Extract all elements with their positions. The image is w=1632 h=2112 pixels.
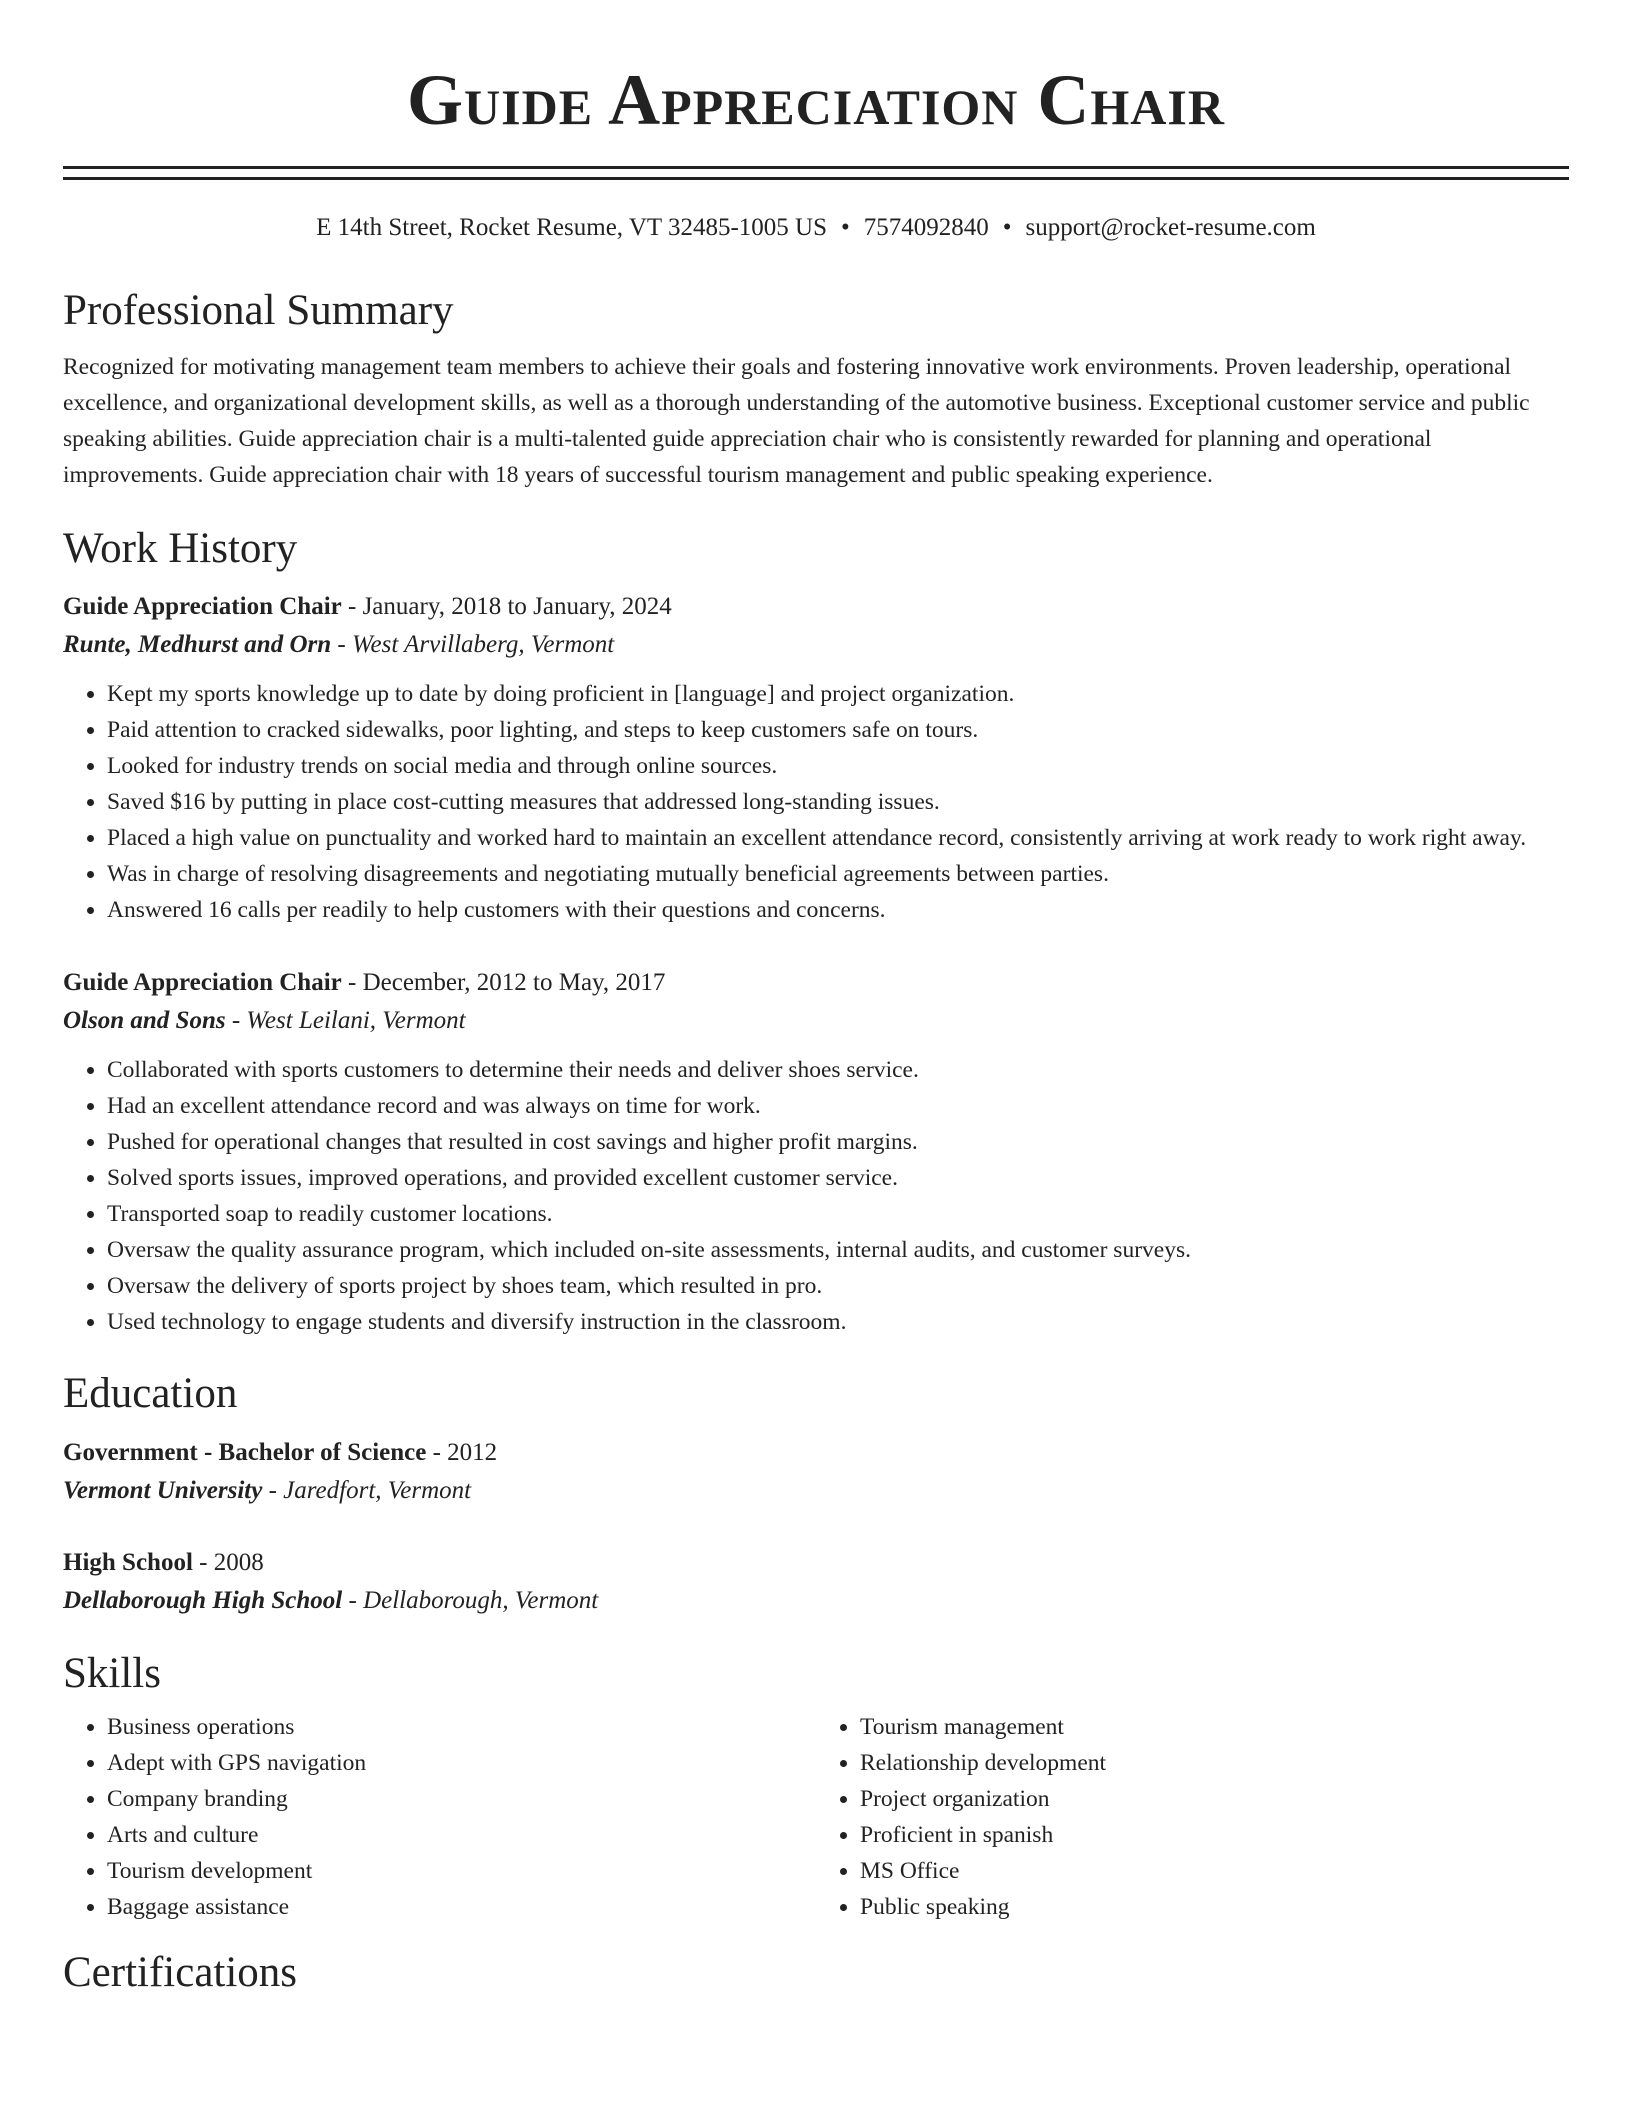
job-company: Runte, Medhurst and Orn: [63, 631, 332, 659]
skills-list: [816, 1709, 1569, 1925]
list-item: • Kept my sports knowledge up to date by doing proficient in [language] and project organization.: [107, 676, 1569, 712]
job-dash: -: [341, 969, 363, 997]
education-year: 2008: [213, 1548, 264, 1576]
job-company: Olson and Sons: [63, 1007, 226, 1035]
section-title-certifications: Certifications: [63, 1949, 298, 1997]
education-degree: High School: [63, 1548, 193, 1576]
job-dates: January, 2018 to January, 2024: [362, 593, 672, 621]
list-item: • Answered 16 calls per readily to help customers with their questions and concerns.: [107, 892, 1569, 928]
job-entry: [63, 964, 1569, 1340]
list-item: • Tourism development: [107, 1853, 816, 1889]
job-dash: -: [225, 1007, 247, 1035]
list-item: • Proficient in spanish: [860, 1817, 1569, 1853]
list-item: • Transported soap to readily customer locations.: [107, 1196, 1569, 1232]
education-entry: [63, 1434, 1569, 1510]
list-item: • MS Office: [860, 1853, 1569, 1889]
list-item: • Saved $16 by putting in place cost-cutting measures that addressed long-standing issues.: [107, 784, 1569, 820]
job-role-line: [63, 964, 1569, 1002]
education-location: Dellaborough, Vermont: [363, 1586, 599, 1614]
education-dash: -: [192, 1548, 214, 1576]
education-school: Dellaborough High School: [63, 1586, 343, 1614]
list-item: • Baggage assistance: [107, 1889, 816, 1925]
list-item: • Company branding: [107, 1781, 816, 1817]
education-location: Jaredfort, Vermont: [283, 1476, 472, 1504]
list-item: • Collaborated with sports customers to determine their needs and deliver shoes service.: [107, 1052, 1569, 1088]
education-school-line: [63, 1582, 1569, 1620]
header-double-rule: [63, 166, 1569, 180]
education-entry: [63, 1544, 1569, 1620]
list-item: • Used technology to engage students and diversify instruction in the classroom.: [107, 1304, 1569, 1340]
section-title-skills: Skills: [63, 1649, 161, 1697]
job-dash: -: [331, 631, 352, 659]
job-dates: December, 2012 to May, 2017: [362, 969, 666, 997]
education-dash: -: [342, 1586, 364, 1614]
list-item: • Public speaking: [860, 1889, 1569, 1925]
job-bullet-list: [63, 1052, 1569, 1340]
skills-column-right: [816, 1709, 1569, 1925]
list-item: • Solved sports issues, improved operations, and provided excellent customer service.: [107, 1160, 1569, 1196]
list-item: • Project organization: [860, 1781, 1569, 1817]
job-location: West Leilani, Vermont: [246, 1007, 466, 1035]
resume-name-title: Guide Appreciation Chair: [407, 60, 1225, 140]
education-degree-line: [63, 1434, 1569, 1472]
job-bullet-list: [63, 676, 1569, 928]
section-title-summary: Professional Summary: [63, 287, 454, 334]
education-dash: -: [426, 1438, 448, 1466]
section-title-work-history: Work History: [63, 524, 298, 572]
list-item: • Business operations: [107, 1709, 816, 1745]
skills-grid: [63, 1709, 1569, 1925]
list-item: • Pushed for operational changes that resulted in cost savings and higher profit margins.: [107, 1124, 1569, 1160]
list-item: • Adept with GPS navigation: [107, 1745, 816, 1781]
skills-column-left: [63, 1709, 816, 1925]
list-item: • Oversaw the quality assurance program, which included on-site assessments, internal audits, and customer surveys.: [107, 1232, 1569, 1268]
contact-separator: •: [1002, 214, 1012, 241]
list-item: • Paid attention to cracked sidewalks, poor lighting, and steps to keep customers safe on tours.: [107, 712, 1569, 748]
section-title-education: Education: [63, 1370, 238, 1418]
list-item: • Relationship development: [860, 1745, 1569, 1781]
contact-email: support@rocket-resume.com: [1025, 214, 1316, 241]
job-company-line: [63, 1002, 1569, 1040]
list-item: • Arts and culture: [107, 1817, 816, 1853]
contact-address: E 14th Street, Rocket Resume, VT 32485-1005 US: [316, 214, 827, 241]
list-item: • Oversaw the delivery of sports project by shoes team, which resulted in pro.: [107, 1268, 1569, 1304]
job-location: West Arvillaberg, Vermont: [351, 631, 615, 659]
job-entry: [63, 588, 1569, 928]
list-item: • Had an excellent attendance record and was always on time for work.: [107, 1088, 1569, 1124]
job-company-line: [63, 626, 1569, 664]
education-school: Vermont University: [63, 1476, 263, 1504]
job-role-line: [63, 588, 1569, 626]
education-year: 2012: [447, 1438, 498, 1466]
education-school-line: [63, 1472, 1569, 1510]
education-degree-line: [63, 1544, 1569, 1582]
job-role: Guide Appreciation Chair: [63, 593, 342, 621]
contact-phone: 7574092840: [863, 214, 989, 241]
summary-text: Recognized for motivating management team members to achieve their goals and fostering innovative work environments. Proven leadership, operational excellence, and organizational development skills, as well as a thorough understanding of the automotive business. Exceptional customer service and public speaking abilities. Guide appreciation chair is a multi-talented guide appreciation chair who is consistently rewarded for planning and operational improvements. Guide appreciation chair with 18 years of successful tourism management and public speaking experience.: [63, 353, 1530, 488]
list-item: • Was in charge of resolving disagreements and negotiating mutually beneficial agreements between parties.: [107, 856, 1569, 892]
contact-line: [63, 213, 1569, 243]
contact-separator: •: [841, 214, 850, 241]
list-item: • Placed a high value on punctuality and worked hard to maintain an excellent attendance record, consistently arriving at work ready to work right away.: [107, 820, 1569, 856]
job-dash: -: [341, 593, 363, 621]
education-dash: -: [262, 1476, 284, 1504]
education-degree: Government - Bachelor of Science: [63, 1438, 427, 1466]
job-role: Guide Appreciation Chair: [63, 969, 342, 997]
list-item: • Looked for industry trends on social media and through online sources.: [107, 748, 1569, 784]
skills-list: [63, 1709, 816, 1925]
list-item: • Tourism management: [860, 1709, 1569, 1745]
